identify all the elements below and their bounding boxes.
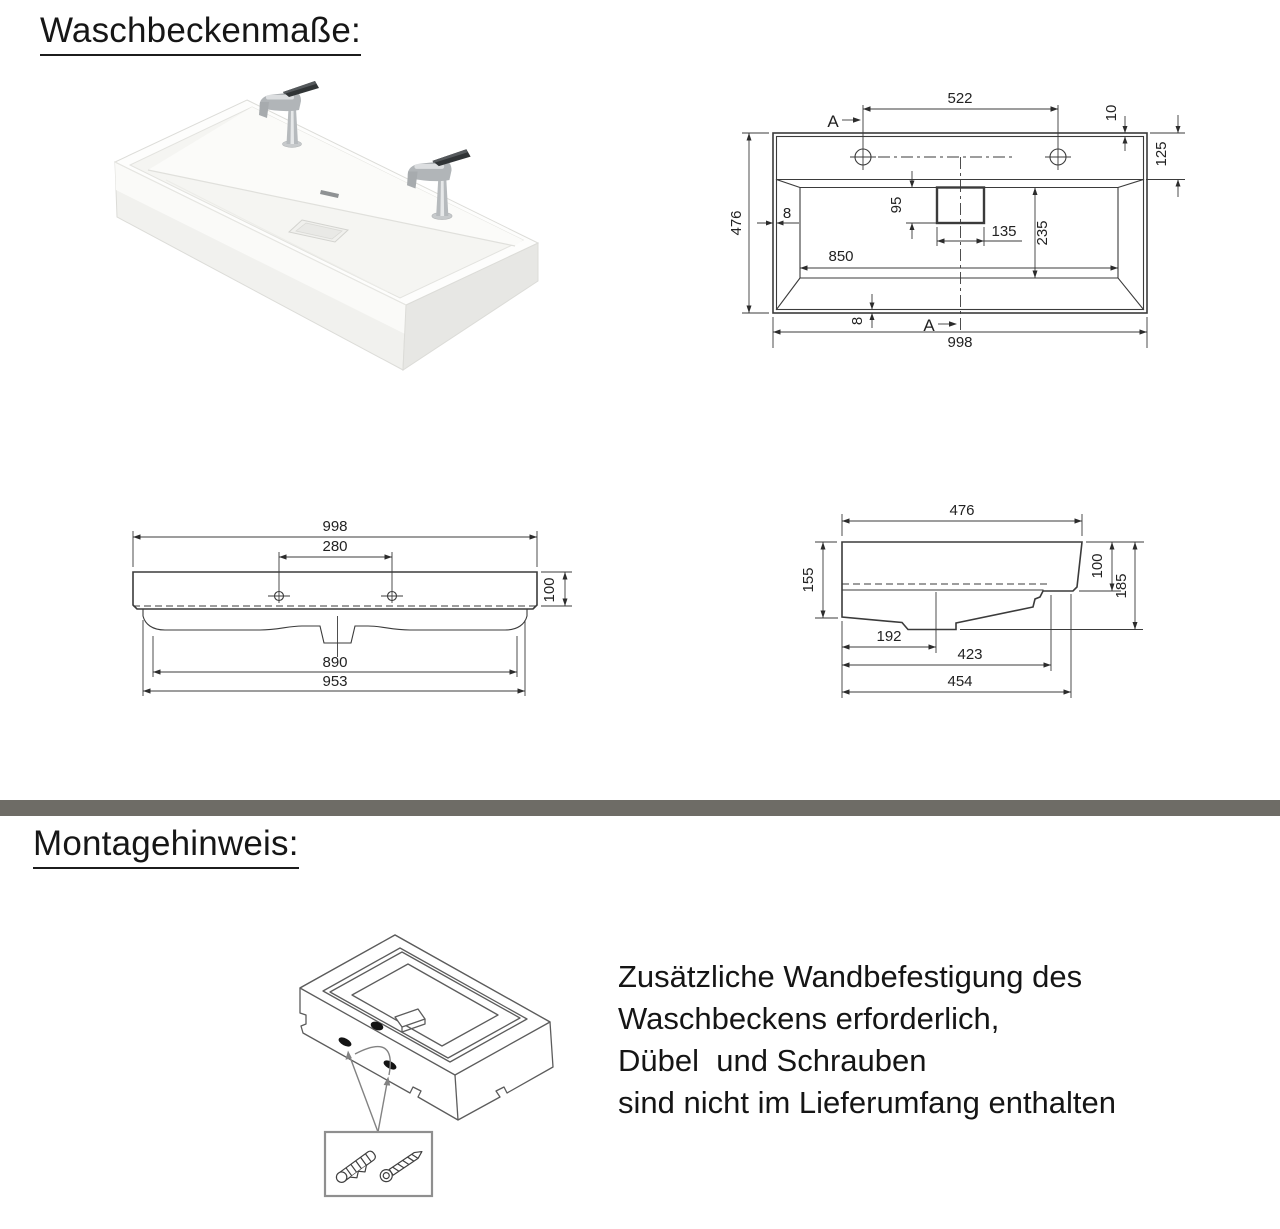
hardware-box xyxy=(325,1132,432,1196)
dim-deck-depth: 125 xyxy=(1153,141,1170,167)
dim-back-height: 155 xyxy=(800,567,817,593)
svg-text:A: A xyxy=(923,316,935,335)
dim-drain-offset: 95 xyxy=(888,196,905,214)
dim-faucet-spacing: 522 xyxy=(947,90,973,107)
mounting-note xyxy=(618,956,1116,1124)
top-view-outline xyxy=(773,133,1147,330)
dim-bowl-width: 850 xyxy=(828,248,854,265)
dim-total-width: 998 xyxy=(947,334,973,351)
dim-underside-width: 890 xyxy=(322,654,348,671)
basin-3d-body xyxy=(115,100,538,370)
dim-total-depth: 476 xyxy=(949,502,975,519)
faucet-hole-right xyxy=(1045,144,1071,170)
mounting-note-line: Dübel und Schrauben xyxy=(618,1043,927,1078)
side-view-drawing xyxy=(790,495,1160,720)
front-view-dimensions xyxy=(133,518,572,696)
dim-total-width: 998 xyxy=(322,518,348,535)
section-marker-top xyxy=(827,112,861,131)
dim-drain-from-wall: 192 xyxy=(876,628,902,645)
mounting-note-line: Waschbeckens erforderlich, xyxy=(618,1001,1000,1036)
dim-base-depth: 454 xyxy=(947,673,973,690)
mount-hole-right xyxy=(381,589,403,603)
dim-rim-edge: 10 xyxy=(1103,104,1120,122)
mounting-basin-outline xyxy=(300,935,553,1120)
page-title-dimensions: Waschbeckenmaße: xyxy=(40,12,361,56)
dim-wall-left: 8 xyxy=(782,205,792,222)
mounting-note-line: Zusätzliche Wandbefestigung des xyxy=(618,959,1083,994)
dim-base-width: 953 xyxy=(322,673,348,690)
section-divider-bar xyxy=(0,800,1280,816)
dim-total-depth: 476 xyxy=(728,210,745,236)
dim-drain-width: 135 xyxy=(991,223,1017,240)
front-view-drawing xyxy=(110,510,590,725)
dim-bowl-depth: 235 xyxy=(1034,220,1051,246)
top-view-drawing xyxy=(720,80,1190,375)
dim-hole-spacing: 280 xyxy=(322,538,348,555)
dim-wall-bottom: 8 xyxy=(849,316,866,326)
mounting-note-line: sind nicht im Lieferumfang enthalten xyxy=(618,1085,1117,1120)
svg-text:A: A xyxy=(827,112,839,131)
faucet-hole-left xyxy=(850,144,876,170)
front-view-outline xyxy=(133,572,537,657)
dim-lower-depth: 423 xyxy=(957,646,983,663)
dim-body-height: 100 xyxy=(541,577,558,603)
page-title-mounting: Montagehinweis: xyxy=(33,825,299,869)
basin-3d-illustration xyxy=(88,68,603,388)
dim-total-height: 185 xyxy=(1113,573,1130,599)
dim-front-height: 100 xyxy=(1089,553,1106,579)
mounting-figure xyxy=(280,925,600,1225)
mount-hole-left xyxy=(268,589,290,603)
side-view-dimensions xyxy=(800,502,1144,698)
